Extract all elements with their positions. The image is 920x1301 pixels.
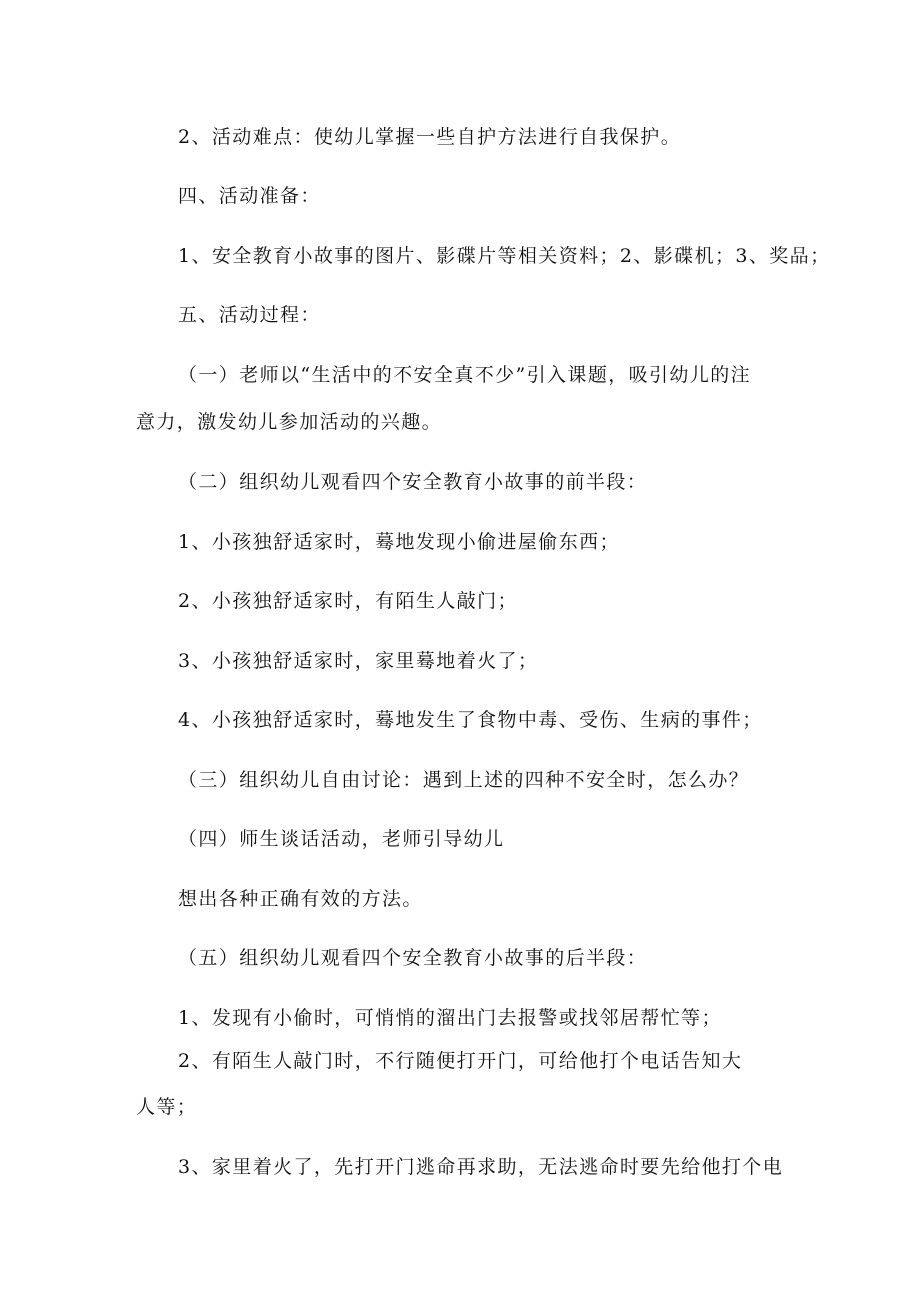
list-item-answer-2-part-1: 2、有陌生人敲门时，不行随便打开门，可给他打个电话告知大: [178, 1050, 743, 1072]
text-line-step-3: （三）组织幼儿自由讨论：遇到上述的四种不安全时，怎么办？: [178, 769, 750, 791]
list-item-answer-2-part-2: 人等；: [136, 1096, 198, 1118]
text-line-materials: 1、安全教育小故事的图片、影碟片等相关资料；2、影碟机；3、奖品；: [178, 245, 831, 267]
section-heading-preparation: 四、活动准备：: [178, 185, 321, 207]
list-item-answer-3: 3、家里着火了，先打开门逃命再求助，无法逃命时要先给他打个电: [178, 1156, 784, 1178]
list-item-story-1: 1、小孩独舒适家时，蓦地发现小偷进屋偷东西；: [178, 531, 620, 553]
list-item-answer-1: 1、发现有小偷时，可悄悄的溜出门去报警或找邻居帮忙等；: [178, 1007, 722, 1029]
list-item-story-4: 4、小孩独舒适家时，蓦地发生了食物中毒、受伤、生病的事件；: [178, 709, 763, 731]
text-line-step-4-part-1: （四）师生谈话活动，老师引导幼儿: [178, 828, 505, 850]
section-heading-process: 五、活动过程：: [178, 304, 321, 326]
text-line-difficulty: 2、活动难点：使幼儿掌握一些自护方法进行自我保护。: [178, 126, 682, 148]
text-line-step-2: （二）组织幼儿观看四个安全教育小故事的前半段：: [178, 471, 648, 493]
text-line-step-1-part-2: 意力，激发幼儿参加活动的兴趣。: [136, 411, 443, 433]
text-line-step-5: （五）组织幼儿观看四个安全教育小故事的后半段：: [178, 947, 648, 969]
list-item-story-2: 2、小孩独舒适家时，有陌生人敲门；: [178, 590, 518, 612]
text-line-step-1-part-1: （一）老师以“生活中的不安全真不少”引入课题，吸引幼儿的注: [178, 364, 752, 386]
list-item-story-3: 3、小孩独舒适家时，家里蓦地着火了；: [178, 650, 539, 672]
text-line-step-4-part-2: 想出各种正确有效的方法。: [178, 888, 423, 910]
